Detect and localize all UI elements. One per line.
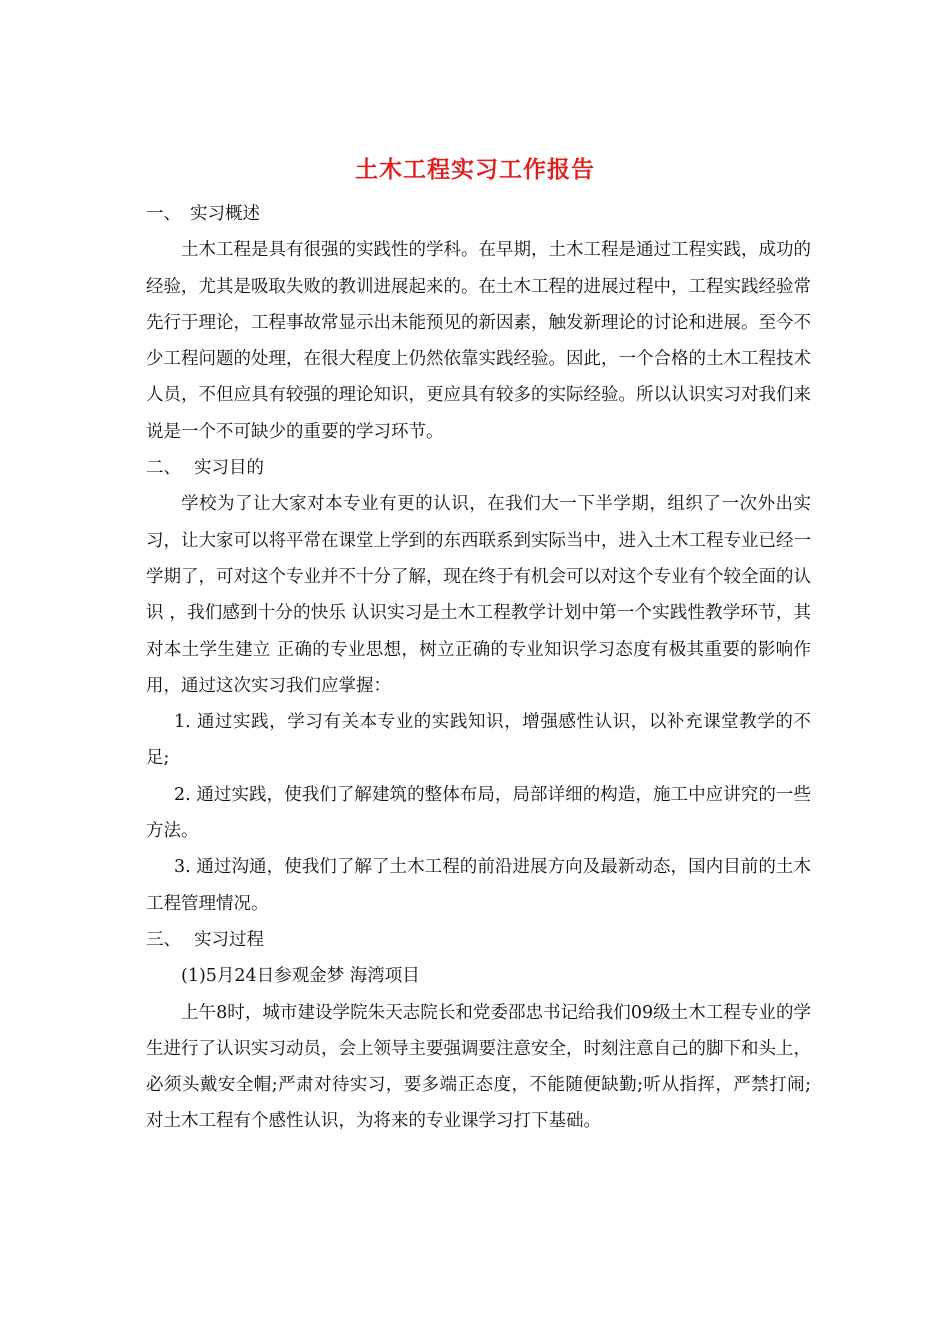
section-number: 三、	[146, 929, 181, 950]
paragraph: 土木工程是具有很强的实践性的学科。在早期，土木工程是通过工程实践，成功的经验，尤其是吸取失败的教训进展起来的。在土木工程的进展过程中，工程实践经验常先行于理论，工程事故常显示出未能预见的新因素，触发新理论的讨论和进展。至今不少工程问题的处理，在很大程度上仍然依靠实践经验。因此，一个合格的土木工程技术人员，不但应具有较强的理论知识，更应具有较多的实际经验。所以认识实习对我们来说是一个不可缺少的重要的学习环节。	[146, 240, 811, 442]
list-item: 2. 通过实践，使我们了解建筑的整体布局，局部详细的构造，施工中应讲究的一些方法。	[146, 784, 811, 842]
paragraph: 上午8时，城市建设学院朱天志院长和党委邵忠书记给我们09级土木工程专业的学生进行了认识实习动员，会上领导主要强调要注意安全，时刻注意自己的脚下和头上，必须头戴安全帽;严肃对待实习，要多端正态度，不能随便缺勤;听从指挥，严禁打闹;对土木工程有个感性认识，为将来的专业课学习打下基础。	[146, 1002, 811, 1132]
section-number: 二、	[146, 458, 181, 479]
section-heading-1	[146, 196, 811, 232]
section-title: 实习过程	[194, 929, 264, 950]
list-item: 3. 通过沟通，使我们了解了土木工程的前沿进展方向及最新动态，国内目前的土木工程管理情况。	[146, 857, 811, 914]
list-item: 1. 通过实践，学习有关本专业的实践知识，增强感性认识，以补充课堂教学的不足;	[146, 712, 811, 769]
paragraph: 学校为了让大家对本专业有更的认识，在我们大一下半学期，组织了一次外出实习，让大家可以将平常在课堂上学到的东西联系到实际当中，进入土木工程专业已经一学期了，可对这个专业并不十分了解，现在终于有机会可以对这个专业有个较全面的认识 ，我们感到十分的快乐 认识实习是土木工程教学计划中第一个实践性教学环节，其对本土学生建立 正确的专业思想，树立正确的专业知识学习态度有极其重要的影响作用，通过这次实习我们应掌握：	[146, 494, 811, 696]
section-heading-3	[146, 922, 811, 958]
section-heading-2	[146, 450, 811, 486]
subheading: (1)5月24日参观金梦 海湾项目	[181, 966, 420, 987]
section-number: 一、	[146, 204, 181, 224]
document-title: 土木工程实习工作报告	[355, 156, 595, 183]
document-body	[146, 196, 811, 1140]
section-title: 实习概述	[190, 204, 260, 224]
section-title: 实习目的	[194, 458, 264, 479]
